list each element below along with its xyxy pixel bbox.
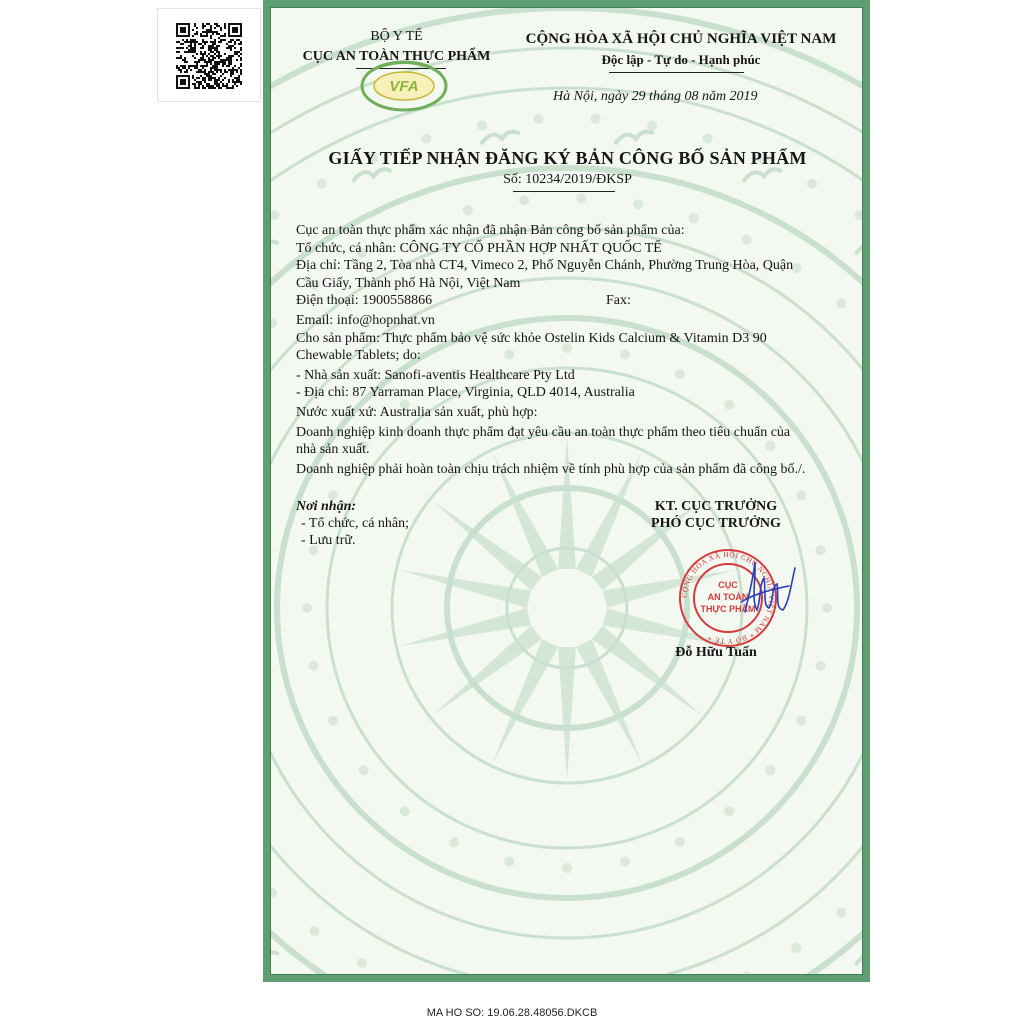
document-number: Số: 10234/2019/ĐKSP (503, 172, 632, 187)
seal-ring-text: CỘNG HÒA XÃ HỘI CHỦ NGHĨA VIỆT NAM * BỘ Y TẾ * (679, 549, 777, 647)
address-line-1: Địa chỉ: Tầng 2, Tòa nhà CT4, Vimeco 2, Phố Nguyễn Chánh, Phường Trung Hòa, Quận (296, 258, 794, 274)
signature-title-2: PHÓ CỤC TRƯỞNG (651, 516, 781, 531)
signer-name: Đỗ Hữu Tuấn (675, 645, 757, 660)
ministry-name: BỘ Y TẾ (370, 29, 423, 44)
address-line-2: Cầu Giấy, Thành phố Hà Nội, Việt Nam (296, 275, 521, 291)
recipient-item: - Tổ chức, cá nhân; (301, 516, 410, 531)
document-title: GIẤY TIẾP NHẬN ĐĂNG KÝ BẢN CÔNG BỐ SẢN PHẨM (328, 148, 807, 168)
manufacturer-line: - Nhà sản xuất: Sanofi-aventis Healthcare Pty Ltd (296, 367, 575, 383)
seal-text-1: CỤC (718, 580, 738, 590)
product-line-1: Cho sản phẩm: Thực phẩm bảo vệ sức khỏe Ostelin Kids Calcium & Vitamin D3 90 (296, 330, 767, 346)
certificate-paper (270, 7, 863, 975)
qr-code-icon (176, 23, 242, 89)
motto-underline (609, 72, 744, 73)
organization-line: Tổ chức, cá nhân: CÔNG TY CỔ PHẦN HỢP NHẤT QUỐC TẾ (296, 240, 662, 256)
intro-line: Cục an toàn thực phẩm xác nhận đã nhận Bản công bố sản phẩm của: (296, 223, 685, 238)
seal-text-2: AN TOÀN (707, 592, 749, 602)
republic-name: CỘNG HÒA XÃ HỘI CHỦ NGHĨA VIỆT NAM (525, 31, 837, 47)
qr-code-card (157, 8, 261, 102)
national-motto: Độc lập - Tự do - Hạnh phúc (601, 52, 761, 67)
product-line-2: Chewable Tablets; do: (296, 348, 421, 364)
origin-line: Nước xuất xứ: Australia sản xuất, phù hợp: (296, 404, 538, 420)
dossier-code: MA HO SO: 19.06.28.48056.DKCB (426, 1007, 598, 1019)
phone-line: Điện thoại: 1900558866 (296, 293, 433, 309)
email-line: Email: info@hopnhat.vn (296, 312, 435, 328)
responsibility-line: Doanh nghiệp phải hoàn toàn chịu trách nhiệm về tính phù hợp của sản phẩm đã công bố./. (296, 461, 806, 477)
title-underline (513, 191, 615, 192)
manufacturer-address-line: - Địa chỉ: 87 Yarraman Place, Virginia, QLD 4014, Australia (296, 385, 635, 401)
standard-line-1: Doanh nghiệp kinh doanh thực phẩm đạt yêu cầu an toàn thực phẩm theo tiêu chuẩn của (296, 424, 791, 440)
official-seal-stamp (671, 540, 806, 655)
seal-text-3: THỰC PHẨM (700, 604, 756, 614)
signature-title-1: KT. CỤC TRƯỞNG (654, 499, 778, 514)
vfa-logo-icon (349, 53, 459, 113)
recipient-item: - Lưu trữ. (301, 533, 356, 548)
issue-date: Hà Nội, ngày 29 tháng 08 năm 2019 (553, 89, 758, 104)
department-name: CỤC AN TOÀN THỰC PHẨM (302, 49, 491, 64)
certificate-body (296, 222, 841, 478)
logo-text: VFA (389, 78, 419, 95)
standard-line-2: nhà sản xuất. (296, 442, 370, 458)
fax-line: Fax: (606, 293, 631, 309)
certificate-frame (263, 0, 870, 982)
recipients-heading: Nơi nhận: (296, 499, 357, 514)
contact-line (296, 292, 841, 310)
